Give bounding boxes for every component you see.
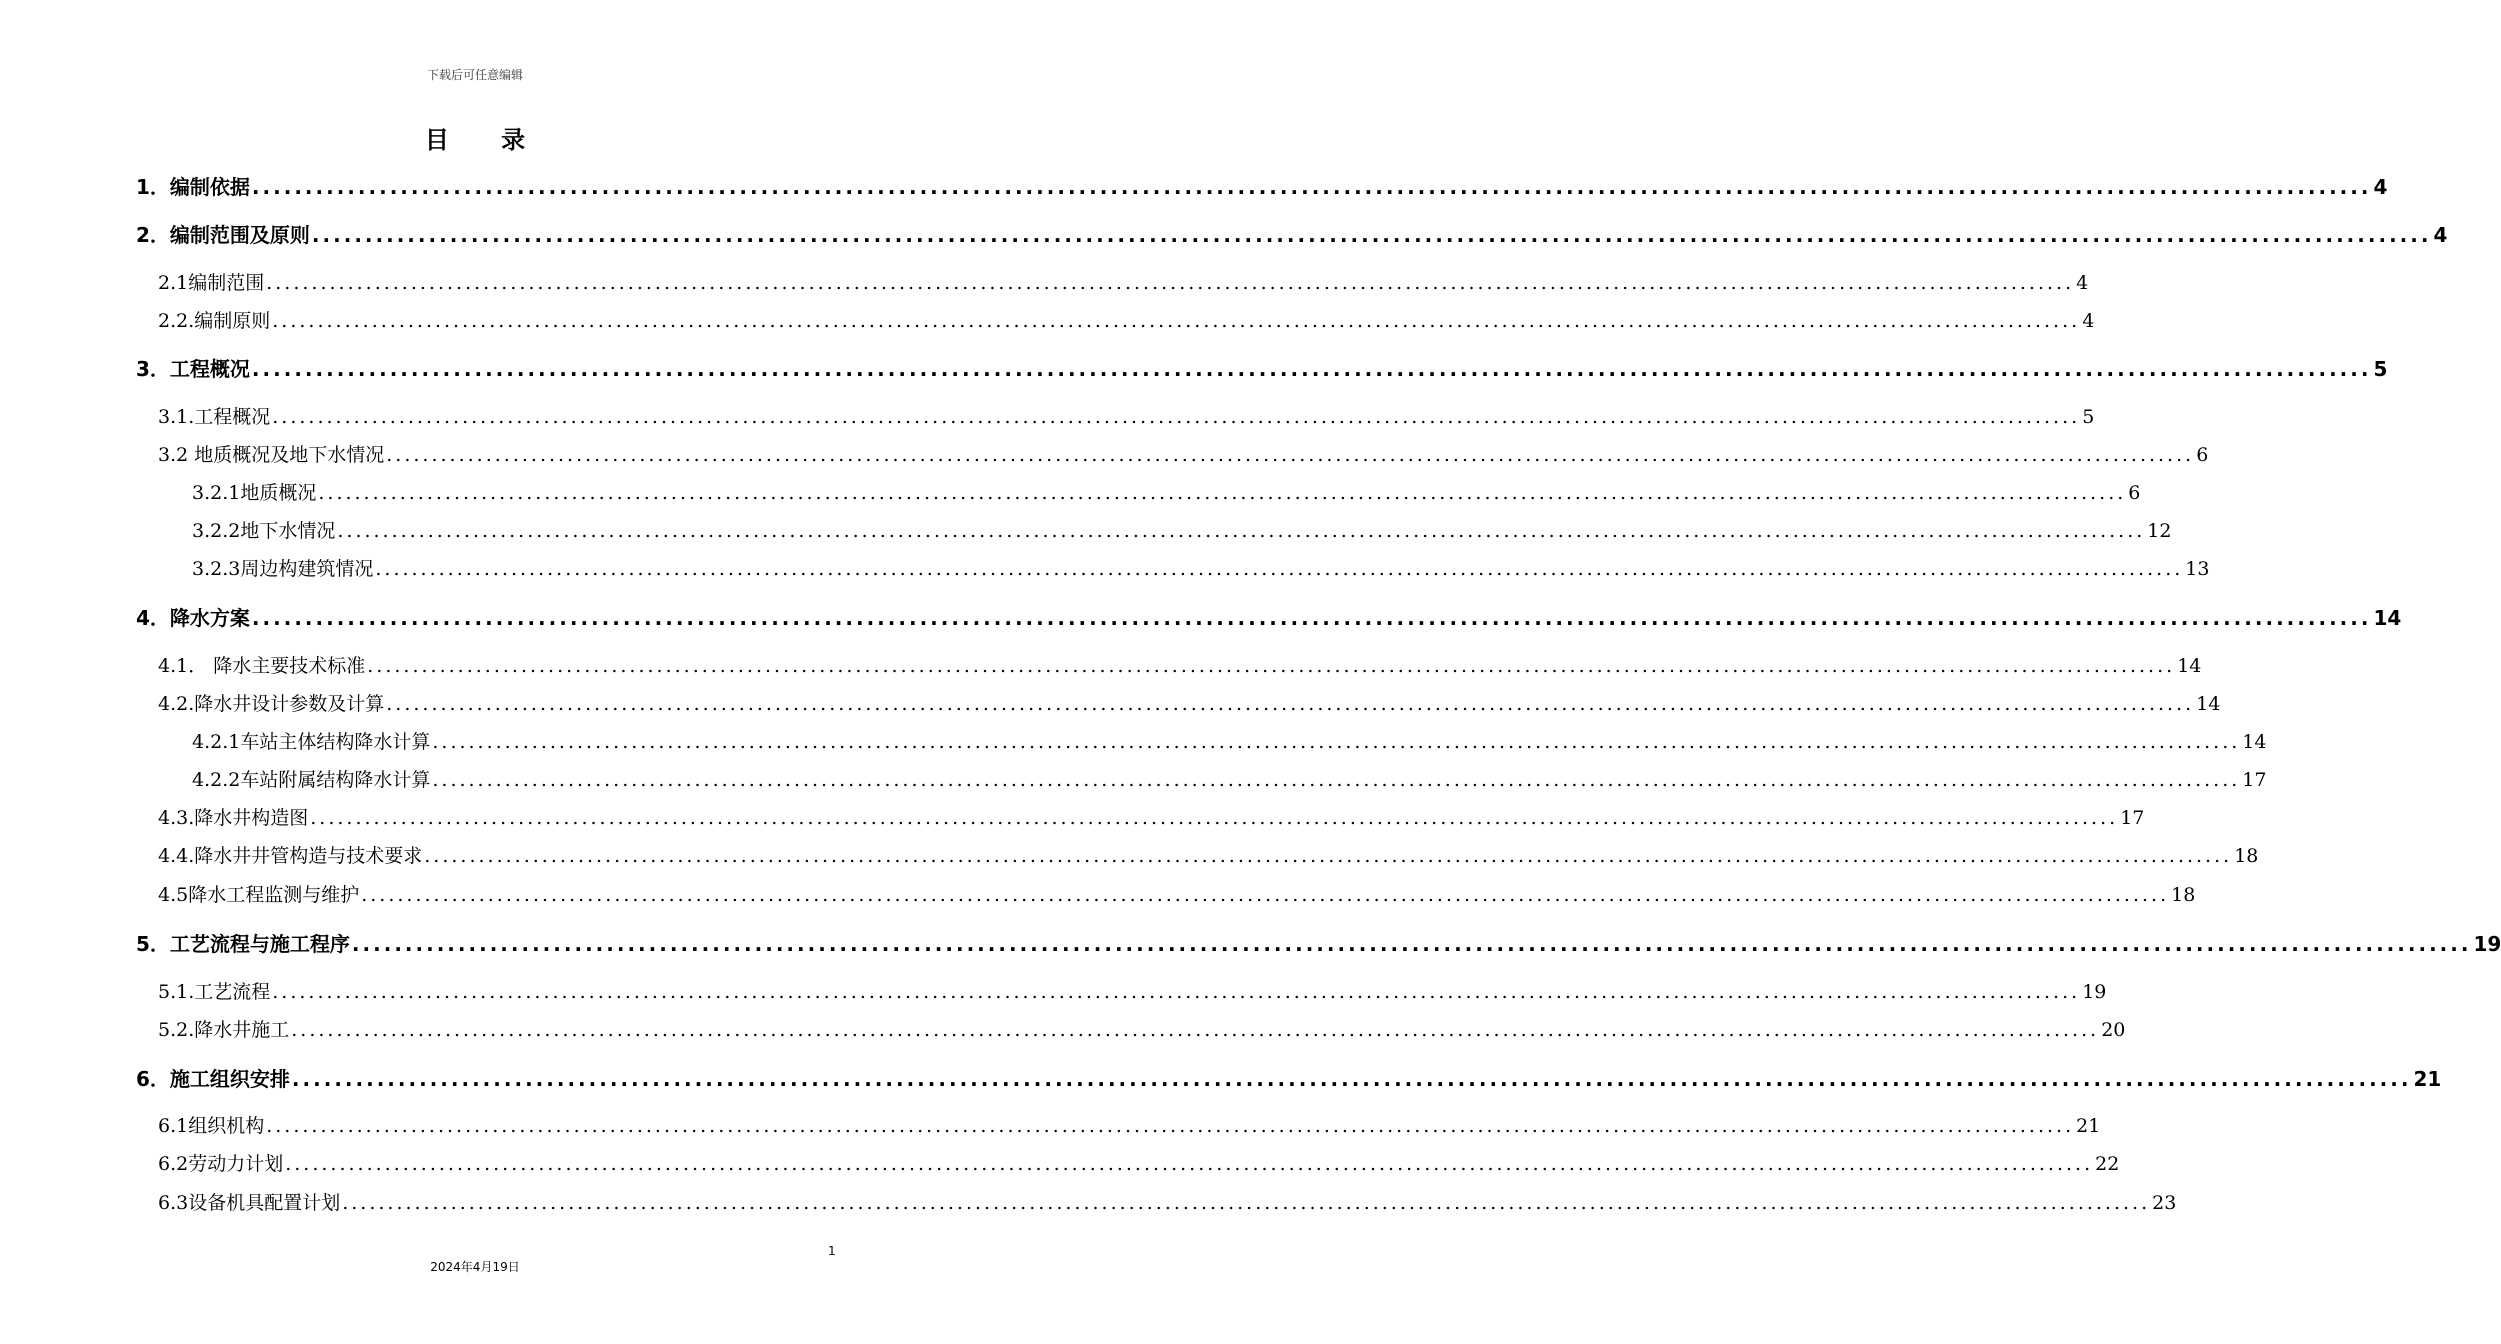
toc-entry-label: 4.2.1车站主体结构降水计算 xyxy=(192,731,431,753)
toc-entry-page: 17 xyxy=(2242,769,2267,791)
toc-entry-page: 5 xyxy=(2373,357,2388,381)
toc-entry[interactable] xyxy=(158,689,2221,719)
toc-entry-label: 4.1． 降水主要技术标准 xyxy=(158,655,366,677)
toc-entry-label: 4.2.2车站附属结构降水计算 xyxy=(192,769,431,791)
toc-entry[interactable] xyxy=(158,1015,2126,1045)
toc-entry[interactable] xyxy=(158,803,2145,833)
toc-entry[interactable] xyxy=(158,1188,2177,1218)
toc-entry-page: 20 xyxy=(2101,1019,2126,1041)
toc-entry[interactable] xyxy=(158,841,2259,871)
toc-entry[interactable] xyxy=(158,1111,2101,1141)
toc-entry-page: 4 xyxy=(2373,175,2388,199)
toc-entry-page: 6 xyxy=(2196,444,2209,466)
toc-entry-page: 21 xyxy=(2413,1067,2442,1091)
toc-entry-label: 4.4.降水井井管构造与技术要求 xyxy=(158,845,423,867)
toc-leader-dots: ........................................................................................................................................................................................................ xyxy=(367,655,2176,677)
toc-leader-dots: ........................................................................................................................................................................................................ xyxy=(375,558,2184,580)
toc-leader-dots: ........................................................................................................................................................................................................ xyxy=(386,444,2195,466)
toc-entry-page: 23 xyxy=(2152,1192,2177,1214)
toc-entry[interactable] xyxy=(158,306,2095,336)
toc-entry-page: 22 xyxy=(2095,1153,2120,1175)
toc-entry-page: 13 xyxy=(2185,558,2210,580)
toc-entry[interactable] xyxy=(192,516,2172,546)
toc-entry-label: 3.2 地质概况及地下水情况 xyxy=(158,444,385,466)
toc-entry[interactable] xyxy=(192,478,2141,508)
toc-entry-page: 14 xyxy=(2196,693,2221,715)
toc-entry[interactable] xyxy=(158,402,2095,432)
toc-entry-page: 19 xyxy=(2082,981,2107,1003)
toc-entry[interactable] xyxy=(158,1149,2120,1179)
toc-leader-dots: ........................................................................................................................................................................................................ xyxy=(318,482,2127,504)
toc-entry-page: 17 xyxy=(2120,807,2145,829)
toc-leader-dots: ........................................................................................................................................................................................................ xyxy=(251,357,2372,381)
toc-entry-page: 18 xyxy=(2171,884,2196,906)
toc-entry-page: 14 xyxy=(2242,731,2267,753)
toc-entry-page: 19 xyxy=(2473,932,2501,956)
toc-entry-label: 5.2.降水井施工 xyxy=(158,1019,290,1041)
toc-leader-dots: ........................................................................................................................................................................................................ xyxy=(361,884,2170,906)
toc-leader-dots: ........................................................................................................................................................................................................ xyxy=(272,310,2081,332)
toc-entry-page: 21 xyxy=(2076,1115,2101,1137)
toc-leader-dots: ........................................................................................................................................................................................................ xyxy=(432,731,2241,753)
toc-entry-label: 5．工艺流程与施工程序 xyxy=(136,932,350,956)
toc-leader-dots: ........................................................................................................................................................................................................ xyxy=(311,223,2432,247)
toc-leader-dots: ........................................................................................................................................................................................................ xyxy=(251,175,2372,199)
toc-entry-label: 4.3.降水井构造图 xyxy=(158,807,309,829)
toc-entry[interactable] xyxy=(158,268,2089,298)
toc-entry[interactable] xyxy=(136,603,2402,633)
toc-entry[interactable] xyxy=(136,354,2388,384)
page-number: 1 xyxy=(828,1244,836,1258)
document-title: 目 录 xyxy=(424,126,548,154)
toc-leader-dots: ........................................................................................................................................................................................................ xyxy=(291,1019,2100,1041)
page-header: 下载后可任意编辑 xyxy=(426,68,523,82)
toc-entry[interactable] xyxy=(136,929,2501,959)
toc-leader-dots: ........................................................................................................................................................................................................ xyxy=(432,769,2241,791)
toc-entry[interactable] xyxy=(136,220,2448,250)
toc-entry[interactable] xyxy=(136,172,2388,202)
toc-leader-dots: ........................................................................................................................................................................................................ xyxy=(272,981,2081,1003)
toc-entry-label: 6.3设备机具配置计划 xyxy=(158,1192,341,1214)
toc-entry[interactable] xyxy=(158,880,2196,910)
toc-entry-label: 2.2.编制原则 xyxy=(158,310,271,332)
toc-entry-label: 3.2.2地下水情况 xyxy=(192,520,336,542)
toc-entry-page: 4 xyxy=(2082,310,2095,332)
toc-entry[interactable] xyxy=(158,440,2209,470)
toc-entry-label: 6.2劳动力计划 xyxy=(158,1153,284,1175)
toc-leader-dots: ........................................................................................................................................................................................................ xyxy=(342,1192,2151,1214)
toc-entry-page: 18 xyxy=(2234,845,2259,867)
toc-entry[interactable] xyxy=(192,765,2267,795)
toc-entry-page: 14 xyxy=(2177,655,2202,677)
toc-leader-dots: ........................................................................................................................................................................................................ xyxy=(266,1115,2075,1137)
toc-entry[interactable] xyxy=(158,977,2107,1007)
toc-entry-page: 4 xyxy=(2076,272,2089,294)
toc-entry-label: 3.2.3周边构建筑情况 xyxy=(192,558,374,580)
toc-entry[interactable] xyxy=(136,1064,2442,1094)
toc-entry-label: 4.2.降水井设计参数及计算 xyxy=(158,693,385,715)
toc-leader-dots: ........................................................................................................................................................................................................ xyxy=(424,845,2233,867)
toc-entry-page: 14 xyxy=(2373,606,2402,630)
toc-entry-label: 6.1组织机构 xyxy=(158,1115,265,1137)
toc-entry-page: 12 xyxy=(2147,520,2172,542)
toc-entry-label: 2．编制范围及原则 xyxy=(136,223,310,247)
toc-leader-dots: ........................................................................................................................................................................................................ xyxy=(351,932,2472,956)
toc-entry-page: 4 xyxy=(2433,223,2448,247)
toc-entry-label: 6．施工组织安排 xyxy=(136,1067,290,1091)
toc-leader-dots: ........................................................................................................................................................................................................ xyxy=(266,272,2075,294)
toc-entry[interactable] xyxy=(192,727,2267,757)
toc-leader-dots: ........................................................................................................................................................................................................ xyxy=(291,1067,2412,1091)
toc-entry-label: 3.1.工程概况 xyxy=(158,406,271,428)
toc-leader-dots: ........................................................................................................................................................................................................ xyxy=(310,807,2119,829)
toc-leader-dots: ........................................................................................................................................................................................................ xyxy=(272,406,2081,428)
toc-entry-label: 3．工程概况 xyxy=(136,357,250,381)
toc-leader-dots: ........................................................................................................................................................................................................ xyxy=(337,520,2146,542)
toc-entry-label: 5.1.工艺流程 xyxy=(158,981,271,1003)
toc-entry-label: 1．编制依据 xyxy=(136,175,250,199)
toc-leader-dots: ........................................................................................................................................................................................................ xyxy=(386,693,2195,715)
toc-entry[interactable] xyxy=(158,651,2202,681)
toc-entry-label: 4.5降水工程监测与维护 xyxy=(158,884,360,906)
toc-entry-label: 4．降水方案 xyxy=(136,606,250,630)
toc-leader-dots: ........................................................................................................................................................................................................ xyxy=(285,1153,2094,1175)
toc-entry-page: 5 xyxy=(2082,406,2095,428)
toc-entry[interactable] xyxy=(192,554,2210,584)
toc-entry-label: 2.1编制范围 xyxy=(158,272,265,294)
toc-leader-dots: ........................................................................................................................................................................................................ xyxy=(251,606,2372,630)
toc-entry-label: 3.2.1地质概况 xyxy=(192,482,317,504)
page-footer-date: 2024年4月19日 xyxy=(430,1260,520,1274)
toc-entry-page: 6 xyxy=(2128,482,2141,504)
